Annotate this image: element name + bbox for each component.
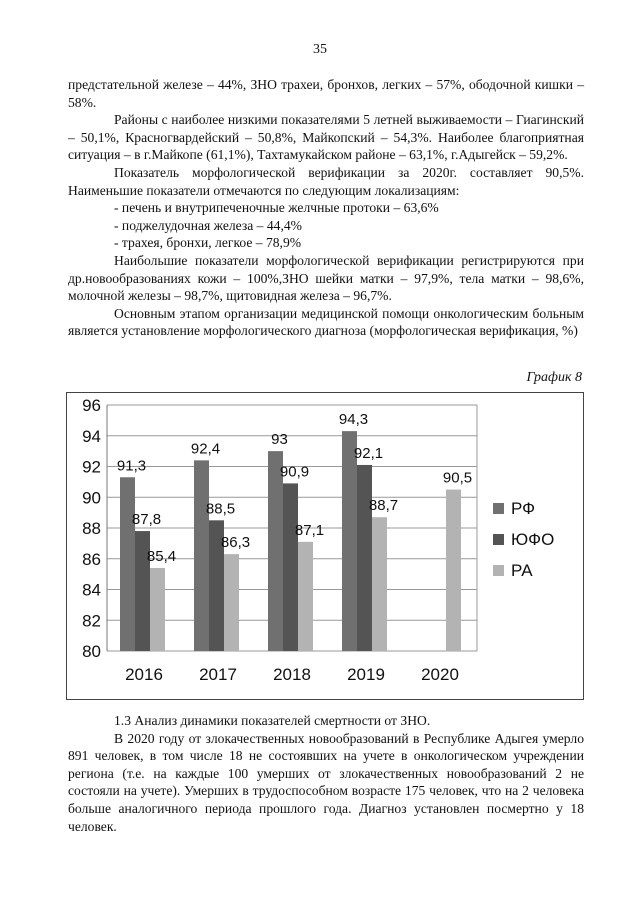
list-item: - печень и внутрипеченочные желчные протоки – 63,6% bbox=[114, 200, 439, 216]
text-block-bottom bbox=[68, 712, 584, 835]
paragraph: Показатель морфологической верификации за 2020г. составляет 90,5%. Наименьшие показатели отмечаются по следующим локализациям: bbox=[68, 164, 584, 198]
list-item: - поджелудочная железа – 44,4% bbox=[114, 217, 302, 233]
y-tick-label: 82 bbox=[82, 611, 101, 631]
y-tick-label: 84 bbox=[82, 580, 101, 600]
data-label: 87,8 bbox=[131, 511, 162, 529]
legend-swatch bbox=[493, 534, 504, 545]
bar-chart bbox=[66, 392, 584, 700]
chart-canvas bbox=[67, 393, 583, 699]
bar bbox=[224, 554, 239, 651]
text-block-top bbox=[68, 76, 584, 340]
page-number: 35 bbox=[313, 42, 327, 57]
x-tick-label: 2020 bbox=[421, 665, 459, 684]
data-label: 92,4 bbox=[190, 440, 221, 458]
chart-caption: График 8 bbox=[526, 370, 582, 385]
bar bbox=[342, 431, 357, 651]
y-tick-label: 94 bbox=[82, 426, 101, 446]
data-label: 92,1 bbox=[353, 444, 384, 462]
bar bbox=[120, 477, 135, 651]
bar bbox=[446, 490, 461, 651]
x-tick-label: 2019 bbox=[347, 665, 385, 684]
y-tick-label: 88 bbox=[82, 519, 101, 538]
data-label: 88,7 bbox=[368, 497, 399, 515]
legend-swatch bbox=[493, 565, 504, 576]
y-tick-label: 90 bbox=[82, 488, 101, 508]
data-label: 85,4 bbox=[146, 547, 177, 565]
bar bbox=[268, 451, 283, 651]
legend-label: РФ bbox=[511, 499, 536, 518]
data-label: 93 bbox=[271, 431, 288, 449]
bar bbox=[298, 542, 313, 651]
x-tick-label: 2016 bbox=[125, 665, 163, 684]
x-tick-label: 2018 bbox=[273, 665, 311, 684]
list-item: - трахея, бронхи, легкое – 78,9% bbox=[114, 235, 302, 251]
bar bbox=[372, 517, 387, 651]
y-tick-label: 80 bbox=[82, 642, 101, 661]
data-label: 90,5 bbox=[442, 469, 473, 487]
paragraph: Наибольшие показатели морфологической верификации регистрируются при др.новообразованиях кожи – 100%,ЗНО шейки матки – 97,9%, тела матки – 98,6%, молочной железы – 98,7%, щитовидная железа – 96,7%. bbox=[68, 252, 584, 304]
bar bbox=[194, 460, 209, 651]
data-label: 88,5 bbox=[205, 500, 236, 518]
legend-label: РА bbox=[511, 561, 533, 580]
data-label: 90,9 bbox=[279, 463, 310, 481]
paragraph: предстательной железе – 44%, ЗНО трахеи, бронхов, легких – 57%, ободочной кишки – 58%. bbox=[68, 77, 584, 110]
y-tick-label: 92 bbox=[82, 457, 101, 477]
legend-swatch bbox=[493, 503, 504, 514]
bar bbox=[283, 483, 298, 651]
data-label: 91,3 bbox=[116, 457, 147, 475]
bar bbox=[357, 465, 372, 651]
data-label: 86,3 bbox=[220, 534, 251, 552]
y-tick-label: 96 bbox=[82, 396, 101, 415]
data-label: 87,1 bbox=[294, 521, 325, 539]
y-tick-label: 86 bbox=[82, 549, 101, 569]
bar bbox=[150, 568, 165, 651]
paragraph: Основным этапом организации медицинской помощи онкологическим больным является установление морфологического диагноза (морфологическая верификация, %) bbox=[68, 305, 584, 339]
x-tick-label: 2017 bbox=[199, 665, 237, 684]
paragraph: Районы с наиболее низкими показателями 5 летней выживаемости – Гиагинский – 50,1%, Красногвардейский – 50,8%, Майкопский – 54,3%. Наиболее благоприятная ситуация – в г.Майкопе (61,1%), Тахтамукайском районе – 63,1%, г.Адыгейск – 59,2%. bbox=[68, 112, 584, 163]
data-label: 94,3 bbox=[338, 411, 369, 429]
paragraph: В 2020 году от злокачественных новообразований в Республике Адыгея умерло 891 человек, в том числе 18 не состоявших на учете в онкологическом учреждении региона (т.е. на каждые 100 умерших от злокачественных новообразований 2 не состояли на учете). Умерших в трудоспособном возрасте 175 человек, что на 2 человека больше аналогичного периода прошлого года. Диагноз установлен посмертно у 18 человек. bbox=[68, 730, 584, 834]
section-heading: 1.3 Анализ динамики показателей смертности от ЗНО. bbox=[114, 713, 431, 728]
legend-label: ЮФО bbox=[511, 530, 555, 549]
